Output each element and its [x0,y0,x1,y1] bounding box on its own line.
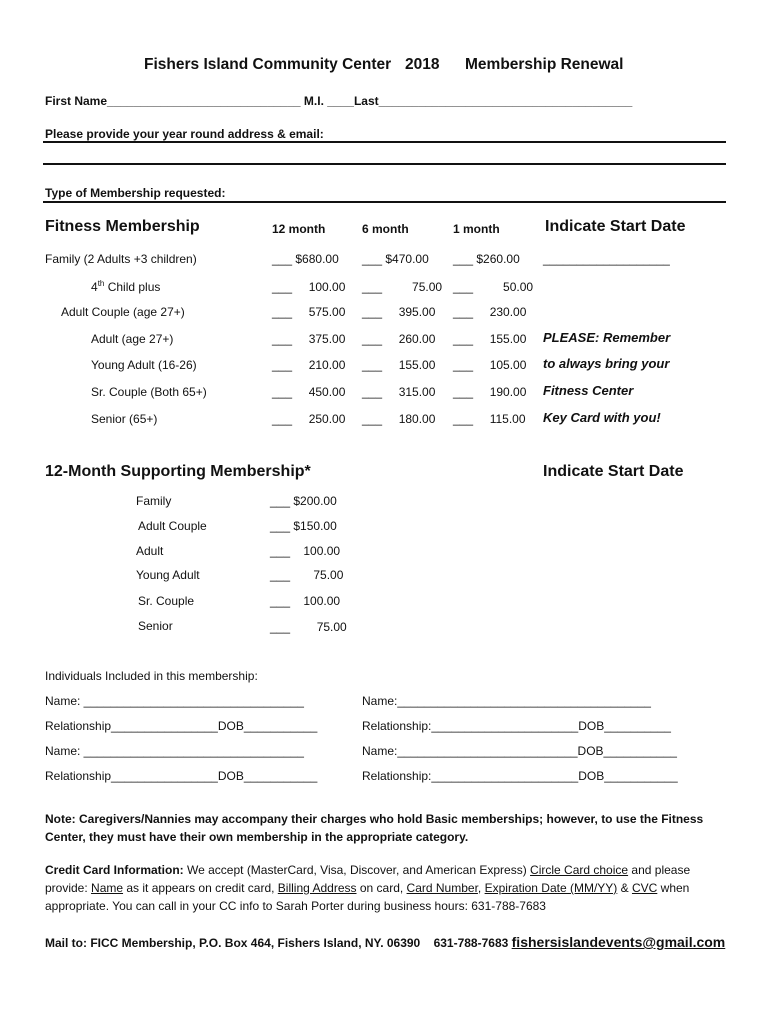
price-1-option[interactable]: ___ 50.00 [453,280,534,294]
supporting-row-label: Senior [138,619,173,633]
supporting-price-option[interactable]: ___ 100.00 [270,594,341,608]
individual-name-field[interactable]: Name:___________________________DOB___________ [362,744,677,758]
supporting-heading: 12-Month Supporting Membership* [45,463,311,480]
caregiver-note: Note: Caregivers/Nannies may accompany their charges who hold Basic memberships; however, to use the Fitness Center, they must have their own membership in the appropriate category. [45,812,704,844]
supporting-row-label: Young Adult [136,568,200,582]
price-6-option[interactable]: ___ 155.00 [362,358,436,372]
supporting-start-date-heading: Indicate Start Date [543,463,684,480]
membership-type-label: Type of Membership requested: [45,186,226,200]
individual-relationship-field[interactable]: Relationship:______________________DOB___________ [362,769,678,783]
fitness-row-label: Family (2 Adults +3 children) [45,252,197,266]
credit-card-info: Credit Card Information: We accept (MasterCard, Visa, Discover, and American Express) Circle Card choice and please provide: Name as it appears on credit card, Billing Address on card, Card Number, Expiration Date (MM/YY) & CVC when appropriate. You can call in your CC info to Sarah Porter during business hours: 631-788-7683 [45,863,691,913]
first-name-field[interactable]: _____________________________ [107,94,301,108]
fitness-row-label: Senior (65+) [91,412,158,426]
price-1-option[interactable]: ___ 115.00 [453,412,526,426]
mail-to: Mail to: FICC Membership, P.O. Box 464, Fishers Island, NY. 06390 631-788-7683 fishersislandevents@gmail.com [45,934,726,950]
price-12-option[interactable]: ___ 575.00 [272,305,346,319]
individual-relationship-field[interactable]: Relationship________________DOB___________ [45,769,318,783]
col-6-month: 6 month [362,222,409,236]
supporting-row-label: Adult Couple [138,519,207,533]
address-label: Please provide your year round address & email: [45,127,324,141]
individuals-heading: Individuals Included in this membership: [45,669,258,683]
price-12-option[interactable]: ___ 100.00 [272,280,346,294]
reminder-line: to always bring your [543,356,670,371]
supporting-price-option[interactable]: ___ 75.00 [270,568,344,582]
supporting-row-label: Sr. Couple [138,594,195,608]
individual-relationship-field[interactable]: Relationship________________DOB___________ [45,719,318,733]
fitness-row-label: 4th Child plus [91,279,161,294]
col-1-month: 1 month [453,222,500,236]
price-6-option[interactable]: ___ 315.00 [362,385,436,399]
address-line-1[interactable] [43,141,726,143]
fitness-row-label: Sr. Couple (Both 65+) [91,385,207,399]
email-link[interactable]: fishersislandevents@gmail.com [511,934,726,950]
last-name-label: Last [353,94,379,108]
price-12-option[interactable]: ___ 450.00 [272,385,346,399]
mi-label: M.I. [303,94,324,108]
supporting-row-label: Adult [136,544,164,558]
supporting-price-option[interactable]: ___ 75.00 [270,620,347,634]
name-line [45,94,632,108]
mi-field[interactable]: ____ [327,94,354,108]
supporting-price-option[interactable]: ___ 100.00 [270,544,341,558]
price-12-option[interactable]: ___ $680.00 [272,252,339,266]
divider [43,201,726,203]
page-title: Membership Renewal [465,56,624,73]
price-12-option[interactable]: ___ 210.00 [272,358,346,372]
individual-relationship-field[interactable]: Relationship:______________________DOB__________ [362,719,671,733]
supporting-row-label: Family [136,494,172,508]
individual-name-field[interactable]: Name:______________________________________ [362,694,651,708]
reminder-line: Key Card with you! [543,410,661,425]
price-6-option[interactable]: ___ 260.00 [362,332,436,346]
price-12-option[interactable]: ___ 250.00 [272,412,346,426]
start-date-field[interactable]: ___________________ [543,252,670,266]
price-6-option[interactable]: ___ 180.00 [362,412,436,426]
col-12-month: 12 month [272,222,326,236]
individual-name-field[interactable]: Name: _________________________________ [45,694,304,708]
price-12-option[interactable]: ___ 375.00 [272,332,346,346]
supporting-price-option[interactable]: ___ $150.00 [270,519,337,533]
supporting-price-option[interactable]: ___ $200.00 [270,494,337,508]
price-6-option[interactable]: ___ 395.00 [362,305,436,319]
year: 2018 [405,56,440,73]
fitness-row-label: Adult (age 27+) [91,332,174,346]
price-1-option[interactable]: ___ 190.00 [453,385,527,399]
fitness-heading: Fitness Membership [45,218,200,235]
last-name-field[interactable]: ______________________________________ [378,94,633,108]
price-1-option[interactable]: ___ 105.00 [453,358,527,372]
fitness-row-label: Young Adult (16-26) [91,358,197,372]
price-1-option[interactable]: ___ 155.00 [453,332,527,346]
reminder-line: Fitness Center [543,383,634,398]
price-1-option[interactable]: ___ 230.00 [453,305,527,319]
price-1-option[interactable]: ___ $260.00 [453,252,520,266]
org-name: Fishers Island Community Center [144,56,392,73]
individual-name-field[interactable]: Name: _________________________________ [45,744,304,758]
price-6-option[interactable]: ___ 75.00 [362,280,443,294]
start-date-heading: Indicate Start Date [545,218,686,235]
address-line-2[interactable] [43,163,726,165]
fitness-row-label: Adult Couple (age 27+) [61,305,185,319]
first-name-label: First Name [45,94,108,108]
reminder-line: PLEASE: Remember [543,330,671,345]
price-6-option[interactable]: ___ $470.00 [362,252,429,266]
